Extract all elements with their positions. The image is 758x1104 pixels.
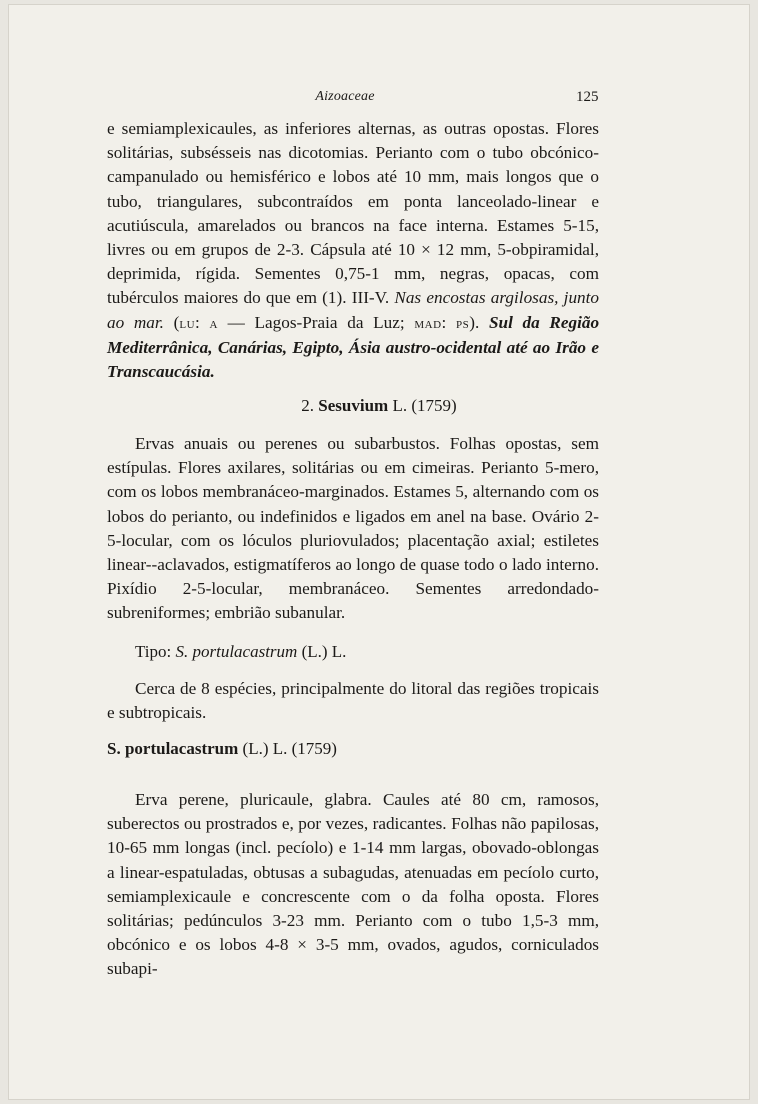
- genus-description: Ervas anuais ou perenes ou subarbustos. Folhas opostas, sem estípulas. Flores axilares, solitárias ou em cimeiras. Perianto 5-mero, com os lobos membranáceo-marginados. Estames 5, alternando com os lobos do perianto, ou indefinidos e ligados em anel na base. Ovário 2-5-locular, com os lóculos pluriovulados; placentação axial; estiletes linear--aclavados, estigmatíferos ao longo de quase todo o lado interno. Pixídio 2-5-locular, membranáceo. Sementes arredondado-subreniformes; embrião subanular.: [107, 434, 599, 623]
- locality-text: — Lagos-Praia da Luz;: [227, 312, 405, 332]
- genus-name: Sesuvium: [318, 396, 389, 415]
- genus-heading: 2. Sesuvium L. (1759): [301, 396, 457, 415]
- running-header: [0, 89, 758, 109]
- species-description: Erva perene, pluricaule, glabra. Caules até 80 cm, ramosos, suberectos ou prostrados e, por vezes, radicantes. Folhas não papilosas, 10-65 mm longas (incl. pecíolo) e 1-14 mm largas, obovado-oblongas a linear-espatuladas, obtusas a subagudas, atenuadas em pecíolo curto, semiamplexicaule e concrescente com o da folha oposta. Flores solitárias; pedúnculos 3-23 mm. Perianto com o tubo 1,5-3 mm, obcónico e os lobos 4-8 × 3-5 mm, ovados, agudos, corniculados subapi-: [107, 790, 599, 979]
- page-number: 125: [576, 89, 599, 105]
- description-paragraph: e semiamplexicaules, as inferiores alternas, as outras opostas. Flores solitárias, subsésseis nas dicotomias. Perianto com o tubo obcónico-campanulado ou hemisférico e lobos até 10 mm, mais longos que o tubo, triangulares, subcontraídos em ponta lanceolado-linear e acutiúscula, amarelados ou brancos na face interna. Estames 5-15, livres ou em grupos de 2-3. Cápsula até 10 × 12 mm, 5-obpiramidal, deprimida, rígida. Sementes 0,75-1 mm, negras, opacas, com tubérculos maiores do que em (1). III-V. Nas encostas argilosas, junto ao mar. (lu: a — Lagos-Praia da Luz; mad: ps). Sul da Região Mediterrânica, Canárias, Egipto, Ásia austro-ocidental até ao Irão e Transcaucásia.: [107, 119, 600, 382]
- species-count-paragraph: Cerca de 8 espécies, principalmente do litoral das regiões tropicais e subtropicais.: [107, 679, 599, 723]
- species-name: S. portulacastrum: [107, 739, 239, 758]
- collector-code-ps: ps: [455, 315, 470, 332]
- herbarium-code-mad: mad: [414, 315, 442, 332]
- habitat-text: Nas encostas argilosas, junto ao mar.: [107, 288, 599, 332]
- running-title: Aizoaceae: [315, 89, 375, 104]
- distribution-text: Sul da Região Mediterrânica, Canárias, Egipto, Ásia austro-ocidental até ao Irão e Transcaucásia.: [107, 312, 600, 382]
- region-code-a: a: [209, 315, 218, 332]
- region-code-lu: lu: [179, 315, 196, 332]
- type-species-name: S. portulacastrum: [175, 642, 298, 661]
- species-heading: S. portulacastrum (L.) L. (1759): [107, 739, 337, 758]
- type-species-line: Tipo: S. portulacastrum (L.) L.: [135, 642, 347, 661]
- continued-description: [107, 117, 599, 384]
